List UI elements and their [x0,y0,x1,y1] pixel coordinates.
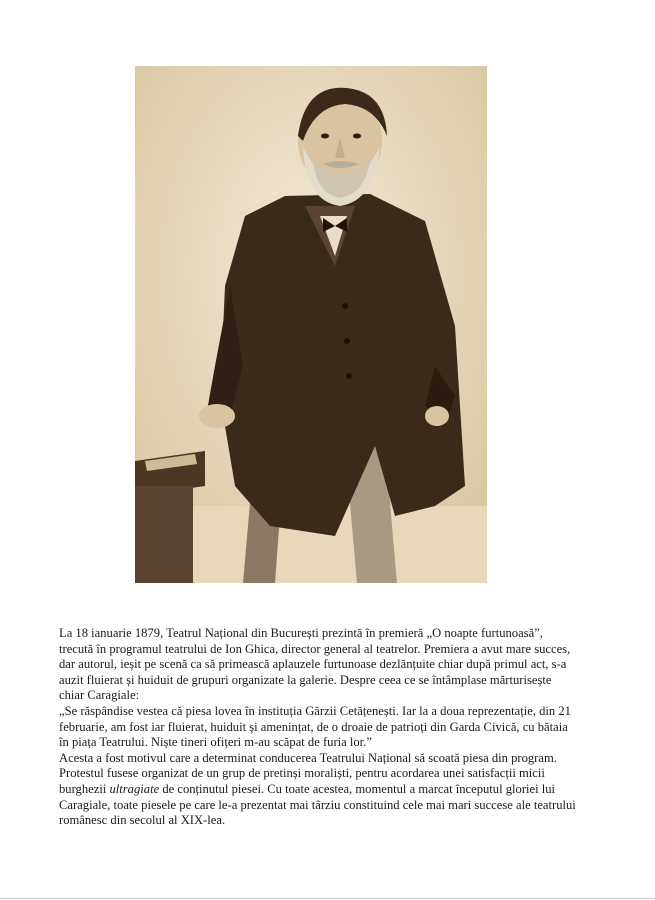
paragraph-removal: Acesta a fost motivul care a determinat conducerea Teatrului Național să scoată piesa din program. [59,750,557,765]
play-title: „O noapte furtunoasă” [426,626,540,640]
portrait-illustration [135,66,487,583]
page-bottom-divider [0,898,655,899]
paragraph-protest: Protestul fusese organizat de un grup de pretinși moraliști, pentru acordarea unei satisfacții micii burghezii ultragiate de conținutul piesei. Cu toate acestea, momentul a marcat începutul gloriei lui Caragiale, toate piesele pe care le-a prezentat mai târziu constituind cele mai mari succese ale teatrului românesc din secolul al XIX-lea. [59,766,576,828]
paragraph-premiere: La 18 ianuarie 1879, Teatrul Național din București prezintă în premieră „O noapte furtunoasă”, trecută în programul teatrului de Ion Ghica, director general al teatrelor. Premiera a avut mare succes, dar autorul, ieșit pe scenă ca să primească aplauzele furtunoase dezlănțuite chiar după primul act, s-a auzit fluierat și huiduit de grupuri organizate la galerie. Despre ceea ce se întâmplase mărturisește chiar Caragiale: [59,626,571,703]
portrait-photo [135,66,487,583]
article-text [59,626,579,829]
paragraph-quote: „Se răspândise vestea că piesa lovea în instituția Gărzii Cetățenești. Iar la a doua reprezentație, din 21 februarie, am fost iar fluierat, huiduit și amenințat, de o droaie de patrioți din Garda Civică, cu bătaia în piața Teatrului. Niște tineri ofițeri m-au scăpat de furia lor.” [59,703,571,750]
emphasis-word: ultragiate [109,781,160,796]
